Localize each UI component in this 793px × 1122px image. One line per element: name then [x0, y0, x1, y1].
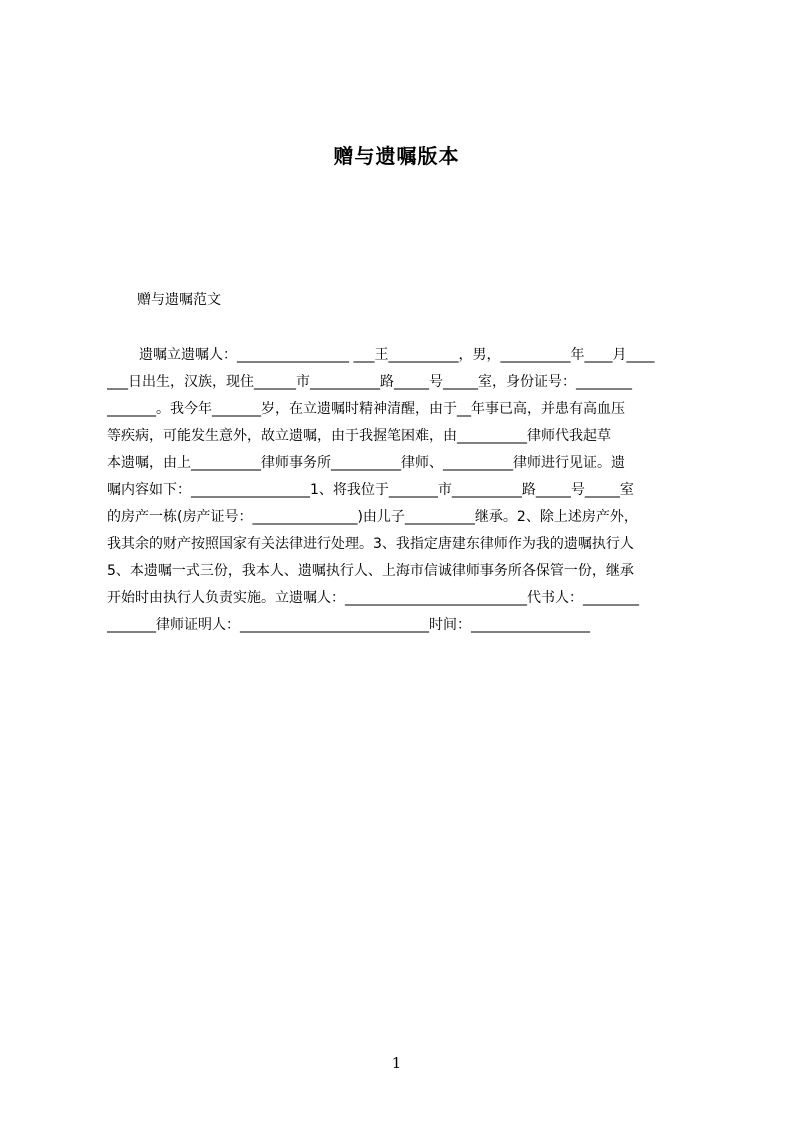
document-subtitle: 赠与遗嘱范文 — [137, 292, 221, 308]
body-line: 嘱内容如下：_________________1、将我位于_______市__________路_____号_____室 — [107, 482, 634, 498]
body-line: 等疾病，可能发生意外，故立遗嘱，由于我握笔困难，由__________律师代我起草 — [107, 428, 611, 444]
will-body — [107, 342, 697, 639]
body-line: 5、本遗嘱一式三份，我本人、遗嘱执行人、上海市信诚律师事务所各保管一份，继承 — [107, 563, 634, 579]
body-line: 我其余的财产按照国家有关法律进行处理。3、我指定唐建东律师作为我的遗嘱执行人 — [107, 536, 634, 552]
body-line: _______。我今年_______岁，在立遗嘱时精神清醒，由于__年事已高，并患有高血压 — [107, 401, 625, 417]
body-line: 的房产一栋(房产证号：_______________)由儿子__________继承。2、除上述房产外， — [107, 509, 638, 525]
body-line: 开始时由执行人负责实施。立遗嘱人：__________________________代书人：________ — [107, 590, 639, 606]
body-line: 遗嘱立遗嘱人：________________ ___王__________，男，__________年____月____ — [139, 347, 655, 363]
document-title: 赠与遗嘱版本 — [333, 144, 460, 168]
body-line: ___日出生，汉族，现住______市__________路_____号_____室，身份证号：________ — [107, 374, 632, 390]
body-line: _______律师证明人：___________________________时间：_________________ — [107, 617, 590, 633]
page-number: 1 — [391, 1054, 402, 1072]
body-line: 本遗嘱，由上__________律师事务所__________律师、__________律师进行见证。遗 — [107, 455, 625, 471]
